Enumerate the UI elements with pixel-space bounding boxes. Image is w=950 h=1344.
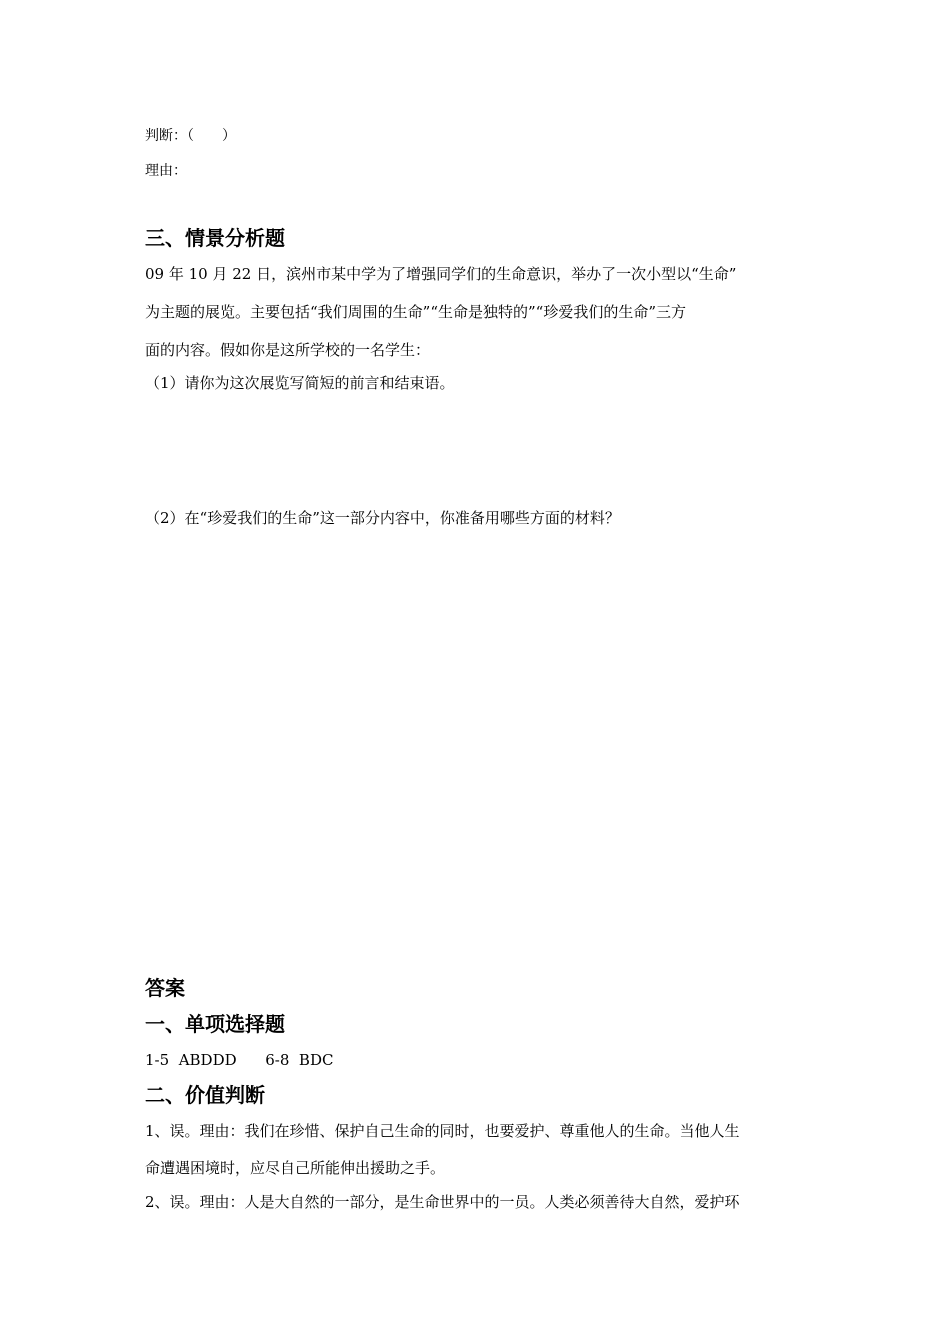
question-2: （2）在“珍爱我们的生命”这一部分内容中，你准备用哪些方面的材料？ [145, 509, 620, 527]
reason-line: 理由： [145, 163, 187, 179]
answer-item-1-line-1: 1、误。理由：我们在珍惜、保护自己生命的同时，也要爱护、尊重他人的生命。当他人生 [145, 1122, 740, 1140]
scenario-paragraph-line-3: 面的内容。假如你是这所学校的一名学生： [145, 341, 431, 359]
answers-section1-text: 1-5 ABDDD 6-8 BDC [145, 1051, 334, 1069]
answers-heading: 答案 [145, 976, 185, 1000]
question-1: （1）请你为这次展览写简短的前言和结束语。 [145, 374, 455, 392]
judgement-line: 判断：（ ） [145, 128, 236, 144]
section3-heading: 三、情景分析题 [145, 226, 285, 250]
scenario-paragraph-line-2: 为主题的展览。主要包括“我们周围的生命”“生命是独特的”“珍爱我们的生命”三方 [145, 303, 687, 321]
answer-item-2-line-1: 2、误。理由：人是大自然的一部分，是生命世界中的一员。人类必须善待大自然，爱护环 [145, 1193, 740, 1211]
answers-section2-heading: 二、价值判断 [145, 1083, 265, 1107]
answers-section1-heading: 一、单项选择题 [145, 1012, 285, 1036]
answer-item-1-line-2: 命遭遇困境时，应尽自己所能伸出援助之手。 [145, 1159, 446, 1177]
scenario-paragraph-line-1: 09 年 10 月 22 日，滨州市某中学为了增强同学们的生命意识，举办了一次小型以“生命” [145, 265, 737, 283]
